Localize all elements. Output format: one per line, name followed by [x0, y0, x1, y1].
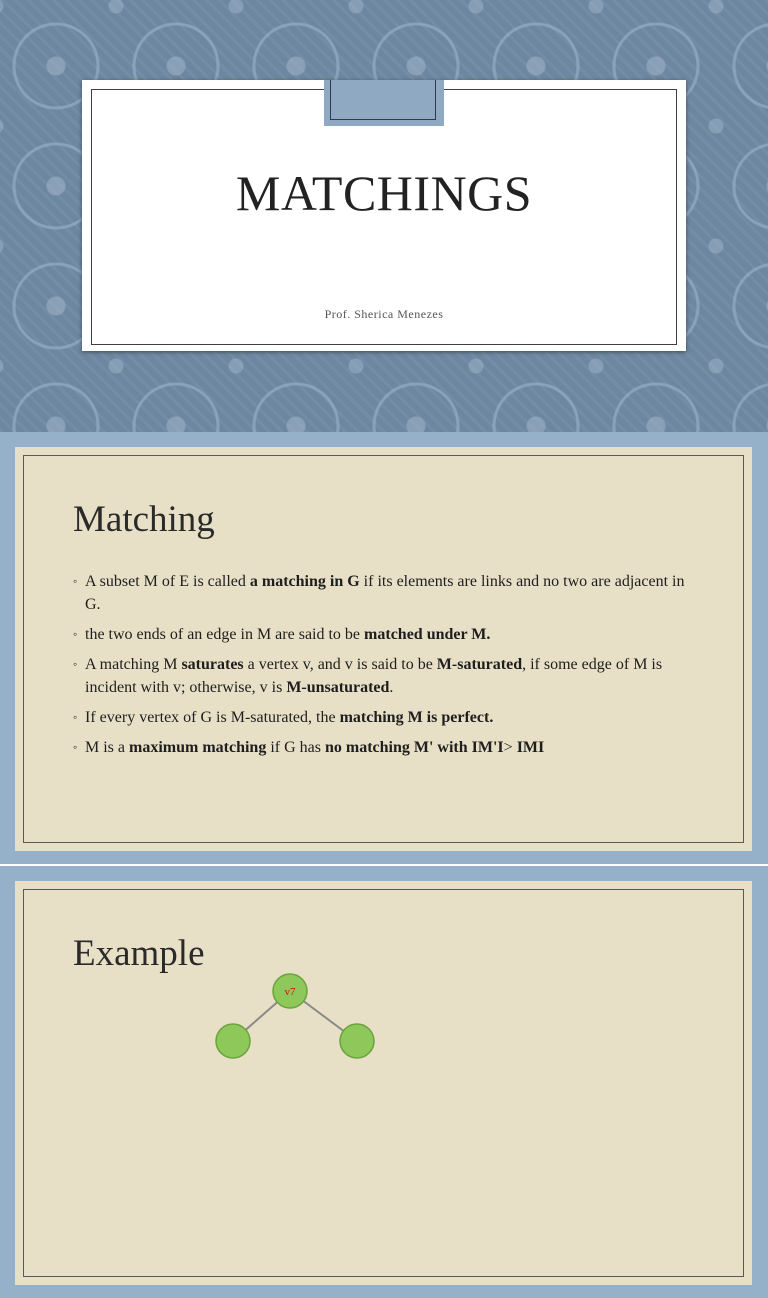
slide-card — [15, 881, 752, 1285]
slide-title: MATCHINGS — [235, 165, 533, 221]
bullet-marker: ◦ — [73, 657, 78, 671]
text-run: > — [503, 739, 517, 756]
bold-text-run: saturates — [181, 656, 244, 673]
text-run: A matching M — [85, 656, 182, 673]
bullet-item — [73, 653, 693, 699]
title-slide — [0, 0, 768, 432]
bullet-item — [73, 570, 693, 616]
bullet-marker: ◦ — [73, 710, 78, 724]
bold-text-run: maximum matching — [129, 739, 267, 756]
bold-text-run: no matching M' with IM'I — [324, 739, 504, 756]
bullet-marker: ◦ — [73, 574, 78, 588]
text-run: a vertex v, and v is said to be — [243, 656, 437, 673]
slide-subtitle: Prof. Sherica Menezes — [324, 307, 444, 321]
bold-text-run: matching M is perfect. — [339, 709, 494, 726]
graph-node — [340, 1024, 374, 1058]
example-graph — [195, 961, 455, 1081]
title-tab-outline — [330, 80, 436, 120]
slide-heading: Matching — [73, 499, 215, 540]
text-run: the two ends of an edge in M are said to be — [85, 626, 365, 643]
bold-text-run: matched under M. — [364, 626, 491, 643]
bullet-list — [73, 570, 693, 766]
bold-text-run: a matching in G — [249, 573, 360, 590]
text-run: If every vertex of G is M-saturated, the — [85, 709, 340, 726]
text-run: M is a — [85, 739, 129, 756]
bullet-marker: ◦ — [73, 627, 78, 641]
matching-slide — [0, 432, 768, 864]
bullet-item — [73, 736, 693, 759]
slide-heading: Example — [73, 933, 205, 974]
bullet-item — [73, 706, 693, 729]
graph-node-label: v7 — [284, 986, 296, 998]
bullet-marker: ◦ — [73, 740, 78, 754]
bold-text-run: IMI — [516, 739, 545, 756]
text-run: . — [389, 679, 394, 696]
bullet-item — [73, 623, 693, 646]
bold-text-run: M-unsaturated — [286, 679, 390, 696]
text-run: if G has — [266, 739, 325, 756]
slide-card — [15, 447, 752, 851]
graph-node — [216, 1024, 250, 1058]
bold-text-run: M-saturated — [436, 656, 523, 673]
example-slide — [0, 866, 768, 1298]
text-run: , if some edge of M is incident with v; otherwise, v is — [85, 656, 663, 696]
text-run: A subset M of E is called — [85, 573, 250, 590]
text-run: if its elements are links and no two are adjacent in G. — [85, 573, 685, 613]
title-card — [82, 80, 686, 351]
